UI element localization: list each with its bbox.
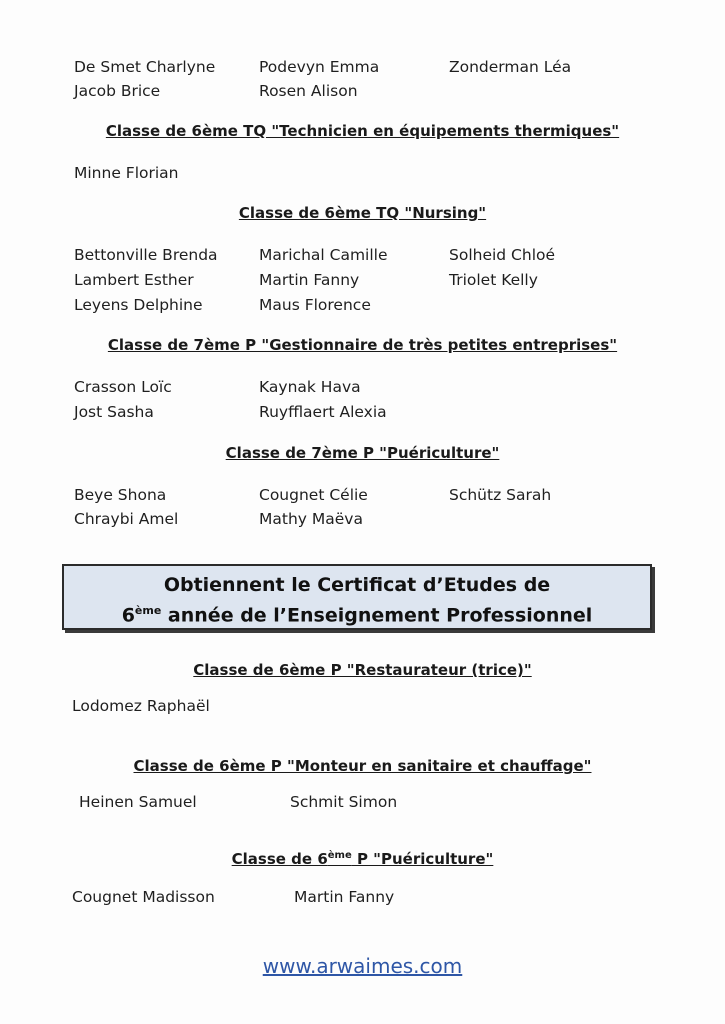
student-name: De Smet Charlyne xyxy=(74,58,216,76)
class-heading xyxy=(0,850,725,868)
banner-title-line2 xyxy=(64,598,650,628)
heading-sup: ème xyxy=(327,850,352,861)
class-heading: Classe de 6ème TQ "Technicien en équipements thermiques" xyxy=(105,122,620,140)
student-name: Martin Fanny xyxy=(294,888,395,906)
website-link[interactable]: www.arwaimes.com xyxy=(262,954,463,978)
banner-line2-sup: ème xyxy=(134,604,162,617)
student-name: Leyens Delphine xyxy=(74,296,203,314)
student-name: Jost Sasha xyxy=(74,403,154,421)
student-name: Cougnet Célie xyxy=(259,486,368,504)
student-name: Chraybi Amel xyxy=(74,510,179,528)
student-name: Schütz Sarah xyxy=(449,486,552,504)
class-heading: Classe de 6ème P "Monteur en sanitaire et chauffage" xyxy=(133,757,592,775)
student-name: Podevyn Emma xyxy=(259,58,380,76)
student-name: Mathy Maëva xyxy=(259,510,363,528)
student-name: Jacob Brice xyxy=(74,82,161,100)
student-name: Schmit Simon xyxy=(290,793,398,811)
student-name: Beye Shona xyxy=(74,486,167,504)
student-name: Cougnet Madisson xyxy=(72,888,215,906)
student-name: Heinen Samuel xyxy=(79,793,197,811)
student-name: Martin Fanny xyxy=(259,271,360,289)
student-name: Minne Florian xyxy=(74,164,179,182)
student-name: Kaynak Hava xyxy=(259,378,361,396)
class-heading: Classe de 6ème TQ "Nursing" xyxy=(238,204,487,222)
student-name: Bettonville Brenda xyxy=(74,246,218,264)
heading-suffix: P "Puériculture" xyxy=(351,850,494,868)
student-name: Rosen Alison xyxy=(259,82,358,100)
banner-line2-prefix: 6 xyxy=(121,604,135,627)
student-name: Triolet Kelly xyxy=(449,271,538,289)
class-heading: Classe de 7ème P "Puériculture" xyxy=(225,444,500,462)
banner-title-line1: Obtiennent le Certificat d’Etudes de xyxy=(163,574,551,596)
student-name: Solheid Chloé xyxy=(449,246,556,264)
student-name: Ruyfflaert Alexia xyxy=(259,403,387,421)
banner-line2-suffix: année de l’Enseignement Professionnel xyxy=(161,604,593,627)
student-name: Lambert Esther xyxy=(74,271,194,289)
student-name: Lodomez Raphaël xyxy=(72,697,210,715)
student-name: Maus Florence xyxy=(259,296,371,314)
heading-prefix: Classe de 6 xyxy=(231,850,328,868)
certificate-banner xyxy=(62,564,652,630)
class-heading: Classe de 6ème P "Restaurateur (trice)" xyxy=(193,661,532,679)
student-name: Zonderman Léa xyxy=(449,58,572,76)
student-name: Marichal Camille xyxy=(259,246,388,264)
class-heading: Classe de 7ème P "Gestionnaire de très petites entreprises" xyxy=(107,336,618,354)
student-name: Crasson Loïc xyxy=(74,378,172,396)
